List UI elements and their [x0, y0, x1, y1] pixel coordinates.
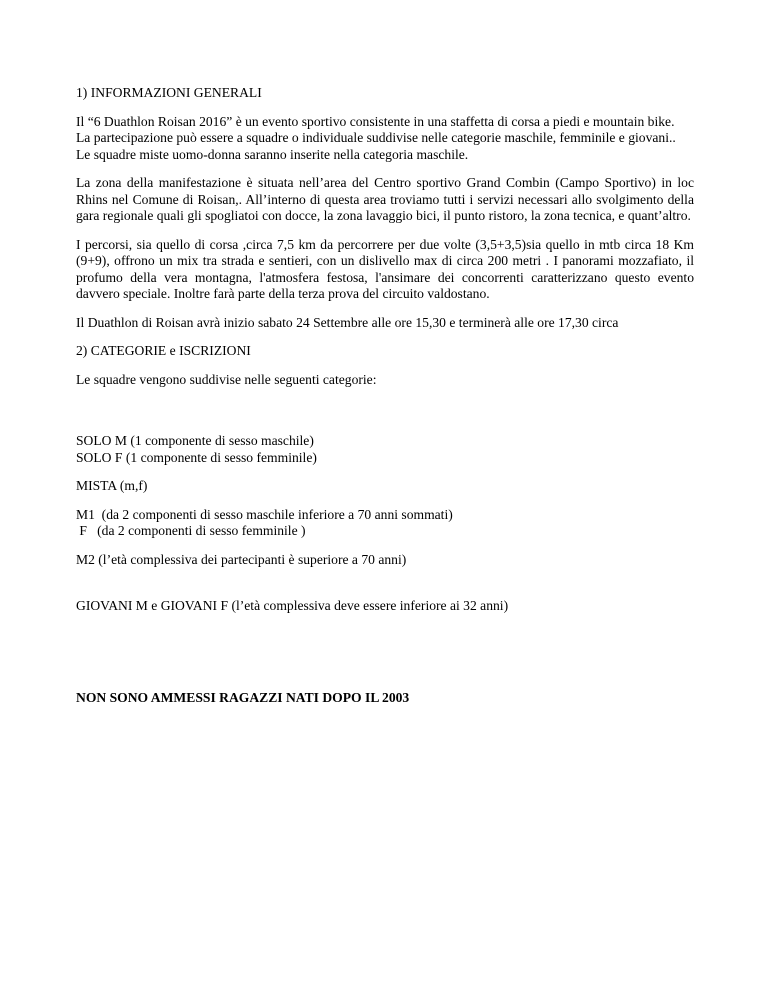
general-info-paragraph-1: [76, 114, 694, 164]
category-solo-f: SOLO F (1 componente di sesso femminile): [76, 449, 317, 465]
section-1-heading: 1) INFORMAZIONI GENERALI: [76, 85, 262, 100]
category-giovani: GIOVANI M e GIOVANI F (l’età complessiva deve essere inferiore ai 32 anni): [76, 598, 509, 613]
category-m2: M2 (l’età complessiva dei partecipanti è superiore a 70 anni): [76, 551, 407, 567]
venue-paragraph: La zona della manifestazione è situata nell’area del Centro sportivo Grand Combin (Campo Sportivo) in loc Rhins nel Comune di Roisan,. All’interno di questa area troviamo tutti i servizi necessari allo svolgimento della gara regionale quali gli spogliatoi con docce, la zona lavaggio bici, il punto ristoro, la zona tecnica, e quant’altro.: [76, 175, 694, 223]
courses-paragraph: I percorsi, sia quello di corsa ,circa 7,5 km da percorrere per due volte (3,5+3,5)sia quello in mtb circa 18 Km (9+9), offrono un mix tra strada e sentieri, con un dislivello max di circa 200 metri . I panorami mozzafiato, il profumo della vera montagna, l'atmosfera festosa, l'ansimare dei concorrenti caratterizzano questo evento davvero speciale. Inoltre farà parte della terza prova del circuito valdostano.: [76, 236, 694, 301]
document-page: [76, 85, 694, 706]
category-m1: M1 (da 2 componenti di sesso maschile inferiore a 70 anni sommati): [76, 506, 453, 522]
category-f: F (da 2 componenti di sesso femminile ): [76, 523, 306, 538]
age-restriction-notice: NON SONO AMMESSI RAGAZZI NATI DOPO IL 2003: [76, 689, 410, 705]
category-mista: MISTA (m,f): [76, 478, 148, 493]
general-info-line-3: Le squadre miste uomo-donna saranno inserite nella categoria maschile.: [76, 146, 469, 162]
general-info-line-1: Il “6 Duathlon Roisan 2016” è un evento sportivo consistente in una staffetta di corsa a piedi e mountain bike.: [76, 113, 675, 129]
section-2-heading: 2) CATEGORIE e ISCRIZIONI: [76, 343, 251, 358]
schedule-paragraph: Il Duathlon di Roisan avrà inizio sabato 24 Settembre alle ore 15,30 e terminerà alle ore 17,30 circa: [76, 314, 619, 330]
category-solo-m: SOLO M (1 componente di sesso maschile): [76, 433, 314, 448]
general-info-line-2: La partecipazione può essere a squadre o individuale suddivise nelle categorie maschile, femminile e giovani..: [76, 130, 676, 145]
categories-intro: Le squadre vengono suddivise nelle seguenti categorie:: [76, 371, 377, 387]
